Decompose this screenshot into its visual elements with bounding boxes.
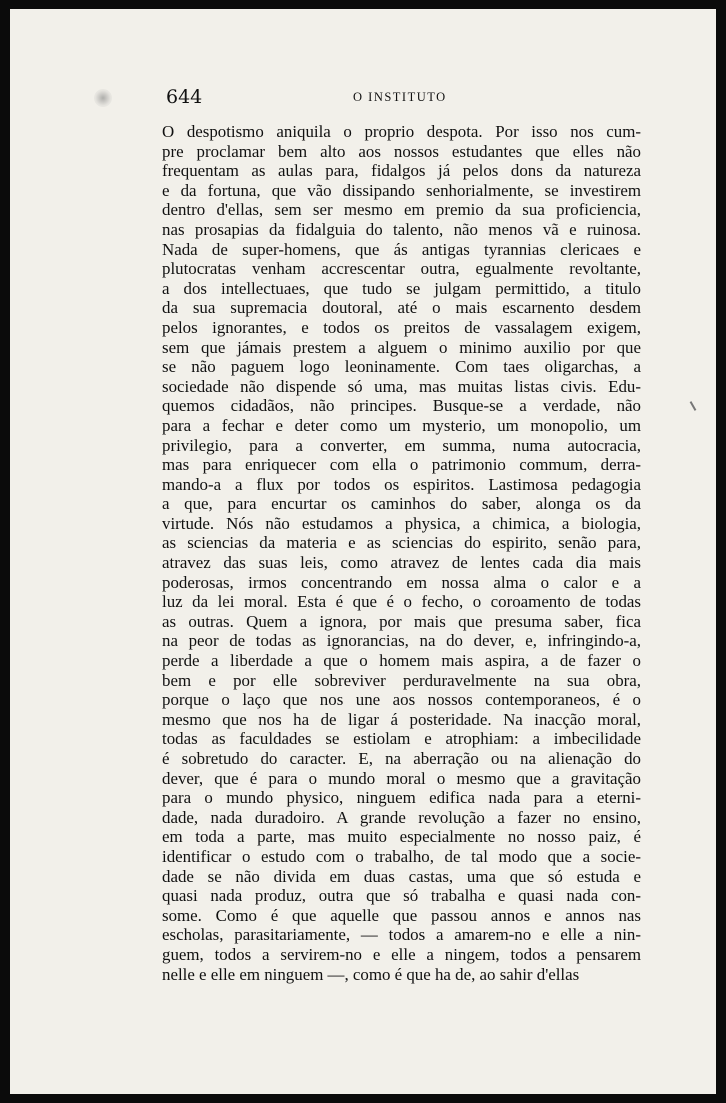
text-line: privilegio, para a converter, em summa, numa autocracia, <box>162 435 641 455</box>
text-line: e da fortuna, que vão dissipando senhorialmente, se investirem <box>162 180 641 200</box>
text-line: plutocratas venham accrescentar outra, egualmente revoltante, <box>162 259 641 279</box>
text-line: as sciencias da materia e as sciencias do espirito, senão para, <box>162 533 641 553</box>
text-line: pelos ignorantes, e todos os preitos de vassalagem exigem, <box>162 317 641 337</box>
page-header <box>10 86 716 110</box>
text-line: mas para enriquecer com ella o patrimonio commum, derra- <box>162 455 641 475</box>
text-line: é sobretudo do caracter. E, na aberração ou na alienação do <box>162 749 641 768</box>
text-line: quemos cidadãos, não principes. Busque-se a verdade, não <box>162 396 641 416</box>
text-line: todas as faculdades se estiolam e atrophiam: a imbecilidade <box>162 729 641 749</box>
text-line: some. Como é que aquelle que passou annos e annos nas <box>162 905 641 925</box>
text-line: O despotismo aniquila o proprio despota. Por isso nos cum- <box>162 122 641 141</box>
paper-speck <box>690 401 697 411</box>
text-line: dade se não divida em duas castas, uma que só estuda e <box>162 866 641 886</box>
body-text <box>162 122 641 984</box>
text-line: luz da lei moral. Esta é que é o fecho, o coroamento de todas <box>162 592 641 612</box>
text-line: guem, todos a servirem-no e elle a ningem, todos a pensarem <box>162 944 641 964</box>
text-line: em toda a parte, mas muito especialmente no nosso paiz, é <box>162 827 641 847</box>
text-line: na peor de todas as ignorancias, na do dever, e, infringindo-a, <box>162 631 641 651</box>
book-page <box>10 9 716 1094</box>
text-line: Nada de super-homens, que ás antigas tyrannias clericaes e <box>162 239 641 259</box>
text-line: mando-a a flux por todos os espiritos. Lastimosa pedagogia <box>162 474 641 494</box>
text-line: dade, nada duradoiro. A grande revolução a fazer no ensino, <box>162 807 641 827</box>
text-line: as outras. Quem a ignora, por mais que presuma saber, fica <box>162 611 641 631</box>
text-line: a dos intellectuaes, que tudo se julgam permittido, a titulo <box>162 278 641 298</box>
text-line: poderosas, irmos concentrando em nossa alma o calor e a <box>162 572 641 592</box>
text-line: escholas, parasitariamente, — todos a amarem-no e elle a nin- <box>162 925 641 945</box>
text-line: nas prosapias da fidalguia do talento, não menos vã e ruinosa. <box>162 219 641 239</box>
text-line: a que, para encurtar os caminhos do saber, alonga os da <box>162 494 641 514</box>
text-line: perde a liberdade a que o homem mais aspira, a de fazer o <box>162 651 641 671</box>
text-line: para o mundo physico, ninguem edifica nada para a eterni- <box>162 788 641 808</box>
running-title: O INSTITUTO <box>353 90 447 104</box>
page-number: 644 <box>166 86 203 108</box>
text-line: identificar o estudo com o trabalho, de tal modo que a socie- <box>162 846 641 866</box>
text-line: sem que jámais prestem a alguem o minimo auxilio por que <box>162 337 641 357</box>
text-line: quasi nada produz, outra que só trabalha e quasi nada con- <box>162 886 641 906</box>
text-line: porque o laço que nos une aos nossos contemporaneos, é o <box>162 690 641 710</box>
text-line: atravez das suas leis, como atravez de lentes cada dia mais <box>162 553 641 573</box>
text-line: da sua supremacia doutoral, até o mais escarnento desdem <box>162 298 641 318</box>
text-line: para a fechar e deter como um mysterio, um monopolio, um <box>162 415 641 435</box>
text-line: se não paguem logo leoninamente. Com taes oligarchas, a <box>162 357 641 377</box>
text-line: bem e por elle sobreviver perduravelmente na sua obra, <box>162 670 641 690</box>
text-line: dever, que é para o mundo moral o mesmo que a gravitação <box>162 768 641 788</box>
text-line: sociedade não dispende só uma, mas muitas listas civis. Edu- <box>162 376 641 396</box>
text-line: nelle e elle em ninguem —, como é que ha de, ao sahir d'ellas <box>162 964 580 984</box>
text-line: mesmo que nos ha de ligar á posteridade. Na inacção moral, <box>162 709 641 729</box>
text-line: pre proclamar bem alto aos nossos estudantes que elles não <box>162 141 641 161</box>
text-line: frequentam as aulas para, fidalgos já pelos dons da natureza <box>162 161 641 181</box>
text-line: virtude. Nós não estudamos a physica, a chimica, a biologia, <box>162 513 641 533</box>
text-line: dentro d'ellas, sem ser mesmo em premio da sua proficiencia, <box>162 200 641 220</box>
